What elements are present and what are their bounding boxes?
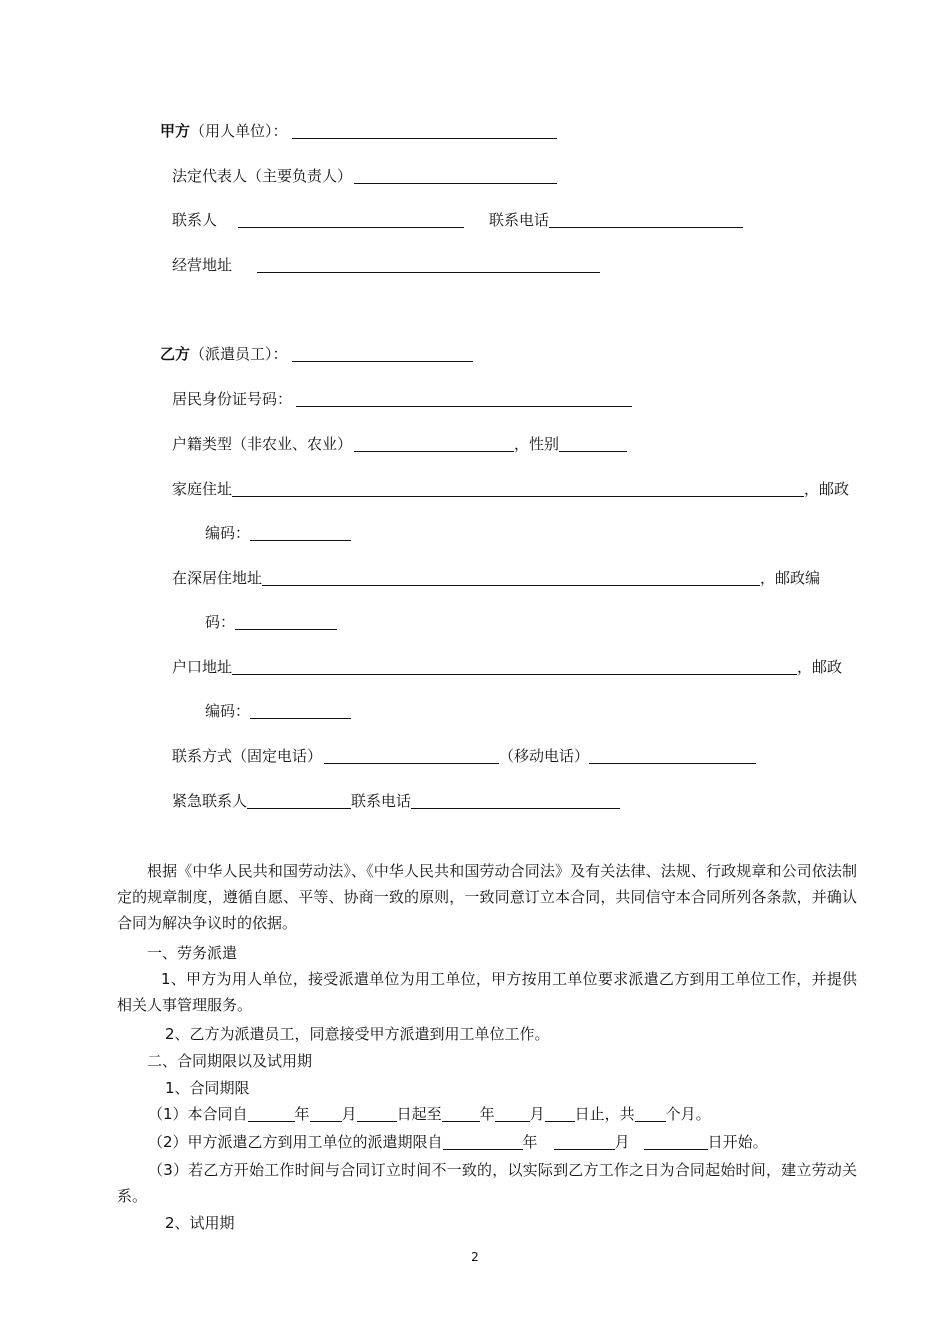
dispatch-day-field[interactable] — [644, 1134, 708, 1150]
term-1-text-b: 年 — [294, 1105, 310, 1123]
party-b-home-post-row — [205, 523, 351, 543]
party-b-role: （派遣员工）： — [190, 345, 288, 363]
party-b-home-post-tail: ，邮政 — [804, 480, 850, 498]
party-b-sz-label: 在深居住地址 — [172, 569, 263, 587]
end-day-field[interactable] — [545, 1106, 575, 1122]
end-month-field[interactable] — [495, 1106, 530, 1122]
party-b-home-label: 家庭住址 — [172, 480, 233, 498]
dispatch-month-field[interactable] — [554, 1134, 615, 1150]
party-b-id-field[interactable] — [296, 391, 632, 407]
party-b-home-post-label: 编码： — [205, 524, 251, 542]
term-2-text-b: 年 — [522, 1133, 538, 1151]
end-year-field[interactable] — [442, 1106, 480, 1122]
party-a-contact-row — [172, 210, 743, 230]
section-2-heading: 二、合同期限以及试用期 — [147, 1052, 313, 1070]
party-b-sz-row — [172, 568, 820, 588]
party-b-hukou-post-row — [205, 701, 351, 721]
party-b-emergency-phone-label: 联系电话 — [351, 792, 412, 810]
party-b-hukou-type-row — [172, 434, 627, 454]
intro-paragraph: 根据《中华人民共和国劳动法》、《中华人民共和国劳动合同法》及有关法律、法规、行政规章和公司依法制定的规章制度，遵循自愿、平等、协商一致的原则，一致同意订立本合同，共同信守本合同所列各条款，并确认合同为解决争议时的依据。 — [117, 862, 857, 932]
party-b-hukou-addr-row — [172, 657, 842, 677]
party-b-mobile-field[interactable] — [589, 748, 756, 764]
dispatch-year-field[interactable] — [443, 1134, 523, 1150]
start-day-field[interactable] — [357, 1106, 397, 1122]
start-month-field[interactable] — [310, 1106, 342, 1122]
party-b-hukou-addr-field[interactable] — [232, 659, 797, 675]
party-b-home-post-field[interactable] — [250, 525, 351, 541]
party-a-contact-field[interactable] — [238, 212, 464, 228]
clause-1-1: 1、甲方为用人单位，接受派遣单位为用工单位，甲方按用工单位要求派遣乙方到用工单位工作，并提供相关人事管理服务。 — [117, 970, 857, 1014]
party-b-sz-field[interactable] — [262, 570, 760, 586]
party-a-title — [160, 121, 557, 141]
clause-1-2: 2、乙方为派遣员工，同意接受甲方派遣到用工单位工作。 — [165, 1025, 550, 1043]
party-a-address-row — [172, 255, 600, 275]
party-a-rep-row — [172, 166, 557, 186]
party-b-home-field[interactable] — [232, 481, 804, 497]
term-1-text-c: 月 — [341, 1105, 357, 1123]
party-b-emergency-phone-field[interactable] — [411, 793, 620, 809]
party-b-fixed-field[interactable] — [324, 748, 499, 764]
start-year-field[interactable] — [248, 1106, 295, 1122]
party-a-rep-label: 法定代表人（主要负责人） — [172, 167, 353, 185]
term-1-text-h: 个月。 — [665, 1105, 711, 1123]
party-b-sz-post-row — [205, 612, 337, 632]
party-b-gender-field[interactable] — [559, 436, 627, 452]
page-number: 2 — [471, 1250, 479, 1264]
party-a-rep-field[interactable] — [354, 168, 557, 184]
party-b-title — [160, 344, 473, 364]
party-b-hukou-addr-label: 户口地址 — [172, 658, 233, 676]
party-a-phone-label: 联系电话 — [489, 211, 550, 229]
party-a-role: （用人单位）： — [190, 122, 288, 140]
party-a-contact-label: 联系人 — [172, 211, 218, 229]
term-row-2 — [148, 1132, 768, 1152]
term-2-text-d: 日开始。 — [707, 1133, 768, 1151]
party-b-label: 乙方 — [160, 345, 191, 363]
term-row-1 — [148, 1104, 711, 1124]
party-a-label: 甲方 — [160, 122, 191, 140]
party-b-emergency-field[interactable] — [247, 793, 351, 809]
term-2-text-c: 月 — [614, 1133, 630, 1151]
party-b-sz-post-tail: ，邮政编 — [760, 569, 821, 587]
party-b-fixed-label: 联系方式（固定电话） — [172, 747, 323, 765]
party-b-sz-post-label: 码： — [205, 613, 236, 631]
party-b-emergency-row — [172, 791, 620, 811]
party-b-emergency-label: 紧急联系人 — [172, 792, 248, 810]
party-a-name-field[interactable] — [292, 123, 557, 139]
party-a-address-field[interactable] — [257, 257, 600, 273]
party-b-id-row — [172, 389, 632, 409]
party-b-hukou-type-field[interactable] — [354, 436, 514, 452]
party-b-contact-row — [172, 746, 756, 766]
party-b-hukou-type-label: 户籍类型（非农业、农业） — [172, 435, 353, 453]
party-b-sz-post-field[interactable] — [235, 614, 337, 630]
term-months-field[interactable] — [635, 1106, 666, 1122]
term-1-text-a: （1）本合同自 — [148, 1105, 248, 1123]
party-b-hukou-post-field[interactable] — [250, 703, 351, 719]
term-1-text-d: 日起至 — [396, 1105, 442, 1123]
party-b-home-row — [172, 479, 849, 499]
term-1-text-e: 年 — [479, 1105, 495, 1123]
term-2-text-a: （2）甲方派遣乙方到用工单位的派遣期限自 — [148, 1133, 443, 1151]
party-b-id-label: 居民身份证号码： — [172, 390, 293, 408]
party-b-gender-label: ，性别 — [514, 435, 560, 453]
clause-2-2: 2、试用期 — [165, 1214, 235, 1232]
party-b-hukou-post-tail: ，邮政 — [797, 658, 843, 676]
term-1-text-g: 日止，共 — [574, 1105, 635, 1123]
section-1-heading: 一、劳务派遣 — [147, 944, 238, 962]
term-row-3: （3）若乙方开始工作时间与合同订立时间不一致的，以实际到乙方工作之日为合同起始时间，建立劳动关系。 — [117, 1161, 857, 1205]
party-b-name-field[interactable] — [292, 346, 473, 362]
party-a-phone-field[interactable] — [549, 212, 743, 228]
term-1-text-f: 月 — [529, 1105, 545, 1123]
party-b-hukou-post-label: 编码： — [205, 702, 251, 720]
clause-2-1: 1、合同期限 — [165, 1079, 250, 1097]
party-a-address-label: 经营地址 — [172, 256, 233, 274]
party-b-mobile-label: （移动电话） — [499, 747, 590, 765]
